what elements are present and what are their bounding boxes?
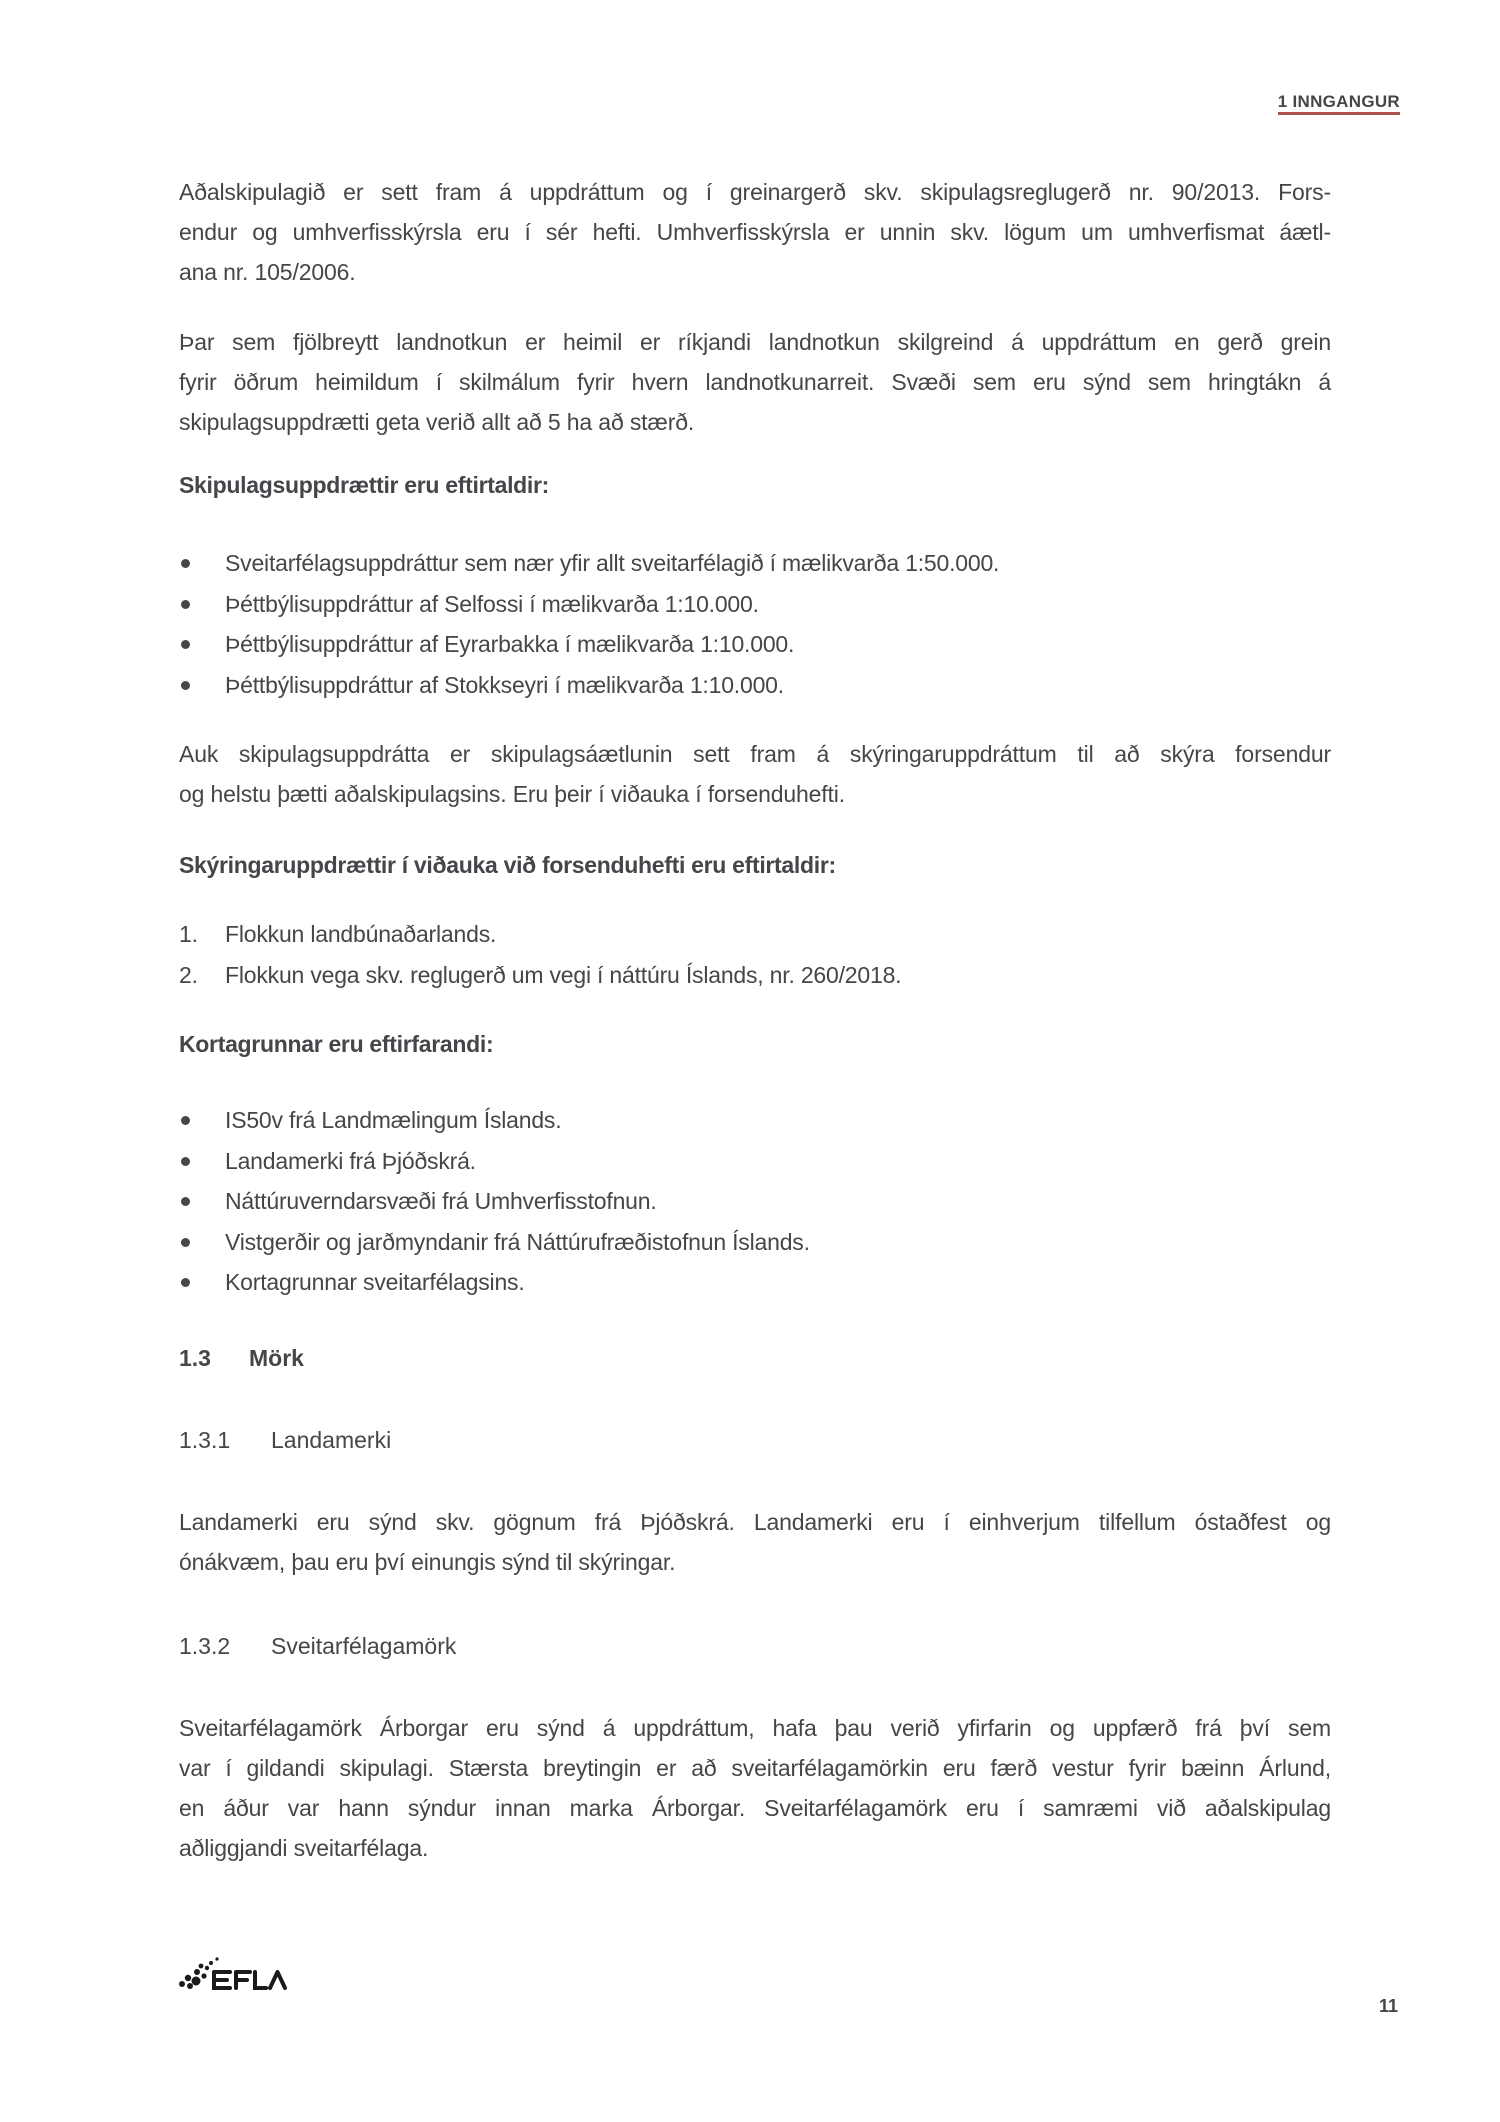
land-use-paragraph [179, 322, 1331, 442]
section-title: Sveitarfélagamörk [271, 1633, 457, 1659]
list-item [179, 1100, 810, 1141]
base-maps-heading: Kortagrunnar eru eftirfarandi: [179, 1031, 494, 1057]
list-item [179, 955, 901, 996]
text-line: skipulagsuppdrætti geta verið allt að 5 ha að stærð. [179, 409, 695, 435]
list-item [179, 624, 999, 665]
plan-maps-heading: Skipulagsuppdrættir eru eftirtaldir: [179, 472, 550, 498]
section-number: 1.3 [179, 1345, 211, 1371]
bullet-icon [181, 681, 190, 690]
text-line: ana nr. 105/2006. [179, 259, 356, 285]
text-line: Sveitarfélagamörk Árborgar eru sýnd á uppdráttum, hafa þau verið yfirfarin og uppfærð frá því sem [179, 1715, 1331, 1741]
list-item-text: Náttúruverndarsvæði frá Umhverfisstofnun. [225, 1188, 657, 1214]
explanatory-maps-list [179, 914, 901, 995]
section-heading-1-3-2 [179, 1626, 456, 1666]
bullet-icon [181, 1278, 190, 1287]
efla-dots-logo-icon [178, 1954, 288, 1990]
list-item-text: Vistgerðir og jarðmyndanir frá Náttúrufræðistofnun Íslands. [225, 1228, 810, 1255]
text-line: endur og umhverfisskýrsla eru í sér hefti. Umhverfisskýrsla er unnin skv. lögum um umhverfismat áætl- [179, 219, 1331, 245]
bullet-icon [181, 1116, 190, 1125]
list-item-text: Þéttbýlisuppdráttur af Selfossi í mælikvarða 1:10.000. [225, 590, 759, 617]
explanatory-paragraph [179, 734, 1331, 814]
efla-logo [178, 1954, 288, 1990]
intro-paragraph [179, 172, 1331, 292]
section-title: Landamerki [271, 1427, 392, 1453]
bullet-icon [181, 1157, 190, 1166]
bullet-icon [181, 600, 190, 609]
list-item [179, 584, 999, 625]
text-line: og helstu þætti aðalskipulagsins. Eru þeir í viðauka í forsenduhefti. [179, 781, 845, 807]
section-number: 1.3.1 [179, 1427, 231, 1453]
explanatory-maps-heading: Skýringaruppdrættir í viðauka við forsenduhefti eru eftirtaldir: [179, 852, 836, 878]
sveitarfelagamork-paragraph [179, 1708, 1331, 1868]
text-line: fyrir öðrum heimildum í skilmálum fyrir hvern landnotkunarreit. Svæði sem eru sýnd sem hringtákn á [179, 369, 1331, 395]
base-maps-list [179, 1100, 810, 1303]
plan-maps-list [179, 543, 999, 705]
text-line: Auk skipulagsuppdrátta er skipulagsáætlunin sett fram á skýringaruppdráttum til að skýra forsendur [179, 741, 1331, 767]
bullet-icon [181, 640, 190, 649]
text-line: Þar sem fjölbreytt landnotkun er heimil er ríkjandi landnotkun skilgreind á uppdráttum en gerð grein [179, 329, 1331, 355]
section-heading-1-3-1 [179, 1420, 391, 1460]
running-header-chapter-title: 1 INNGANGUR [1278, 92, 1400, 115]
list-item [179, 1222, 810, 1263]
bullet-icon [181, 559, 190, 568]
bullet-icon [181, 1238, 190, 1247]
list-item-text: Sveitarfélagsuppdráttur sem nær yfir allt sveitarfélagið í mælikvarða 1:50.000. [225, 550, 1000, 576]
text-line: ónákvæm, þau eru því einungis sýnd til skýringar. [179, 1549, 676, 1575]
list-item-text: Þéttbýlisuppdráttur af Eyrarbakka í mælikvarða 1:10.000. [225, 631, 795, 657]
list-item [179, 1141, 810, 1182]
text-line: en áður var hann sýndur innan marka Árborgar. Sveitarfélagamörk eru í samræmi við aðalskipulag [179, 1795, 1331, 1821]
text-line: var í gildandi skipulagi. Stærsta breytingin er að sveitarfélagamörkin eru færð vestur fyrir bæinn Árlund, [179, 1755, 1331, 1781]
section-heading-1-3 [179, 1338, 304, 1378]
landamerki-paragraph [179, 1502, 1331, 1582]
page-number: 11 [1378, 1996, 1398, 2016]
list-item [179, 1262, 810, 1303]
bullet-icon [181, 1197, 190, 1206]
list-item-text: IS50v frá Landmælingum Íslands. [225, 1107, 562, 1133]
list-item [179, 1181, 810, 1222]
list-item-text: Þéttbýlisuppdráttur af Stokkseyri í mælikvarða 1:10.000. [225, 671, 784, 698]
text-line: Aðalskipulagið er sett fram á uppdráttum og í greinargerð skv. skipulagsreglugerð nr. 90/2013. Fors- [179, 179, 1331, 205]
list-number: 1. [179, 921, 198, 947]
text-line: Landamerki eru sýnd skv. gögnum frá Þjóðskrá. Landamerki eru í einhverjum tilfellum óstaðfest og [179, 1509, 1331, 1535]
list-item [179, 543, 999, 584]
list-item [179, 914, 901, 955]
list-item-text: Flokkun vega skv. reglugerð um vegi í náttúru Íslands, nr. 260/2018. [225, 961, 902, 988]
list-item-text: Kortagrunnar sveitarfélagsins. [225, 1269, 525, 1295]
section-number: 1.3.2 [179, 1633, 231, 1659]
list-number: 2. [179, 961, 198, 988]
text-line: aðliggjandi sveitarfélaga. [179, 1835, 429, 1861]
list-item-text: Flokkun landbúnaðarlands. [225, 921, 497, 947]
list-item-text: Landamerki frá Þjóðskrá. [225, 1147, 476, 1174]
section-title: Mörk [249, 1345, 304, 1371]
list-item [179, 665, 999, 706]
